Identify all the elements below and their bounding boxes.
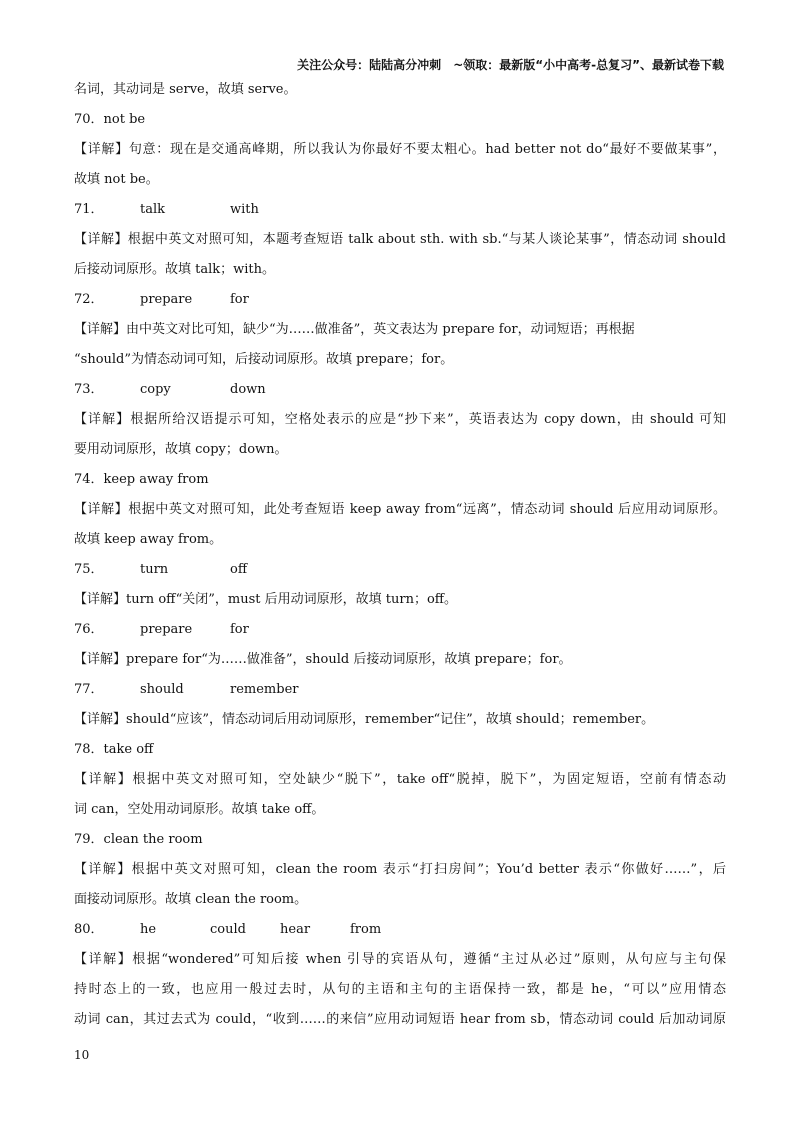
text-line: 【详解】句意：现在是交通高峰期，所以我认为你最好不要太粗心。had better not do“最好不要做某事”，	[74, 142, 726, 157]
answer-word: copy	[140, 382, 171, 397]
text-line: 【详解】根据中英文对照可知，本题考查短语 talk about sth. with sb.“与某人谈论某事”，情态动词 should	[74, 232, 726, 247]
text-line: 【详解】should“应该”，情态动词后用动词原形，remember“记住”，故填 should；remember。	[74, 712, 655, 727]
answer-line	[74, 675, 726, 705]
answer-word: should	[140, 682, 184, 697]
text-line: 要用动词原形，故填 copy；down。	[74, 442, 288, 457]
text-line: 78．take off	[74, 742, 154, 757]
text-line: 后接动词原形。故填 talk；with。	[74, 262, 276, 277]
header-right-text: ~领取：最新版“小中高考-总复习”、最新试卷下载	[453, 58, 724, 72]
answer-word: prepare	[140, 622, 193, 637]
page-header	[297, 56, 724, 73]
answer-word: talk	[140, 202, 166, 217]
answer-line	[74, 375, 726, 405]
answer-word: off	[230, 562, 248, 577]
text-line: 持时态上的一致，也应用一般过去时，从句的主语和主句的主语保持一致，都是 he，“可以”应用情态	[74, 982, 726, 997]
answer-word: down	[230, 382, 266, 397]
answer-line	[74, 915, 726, 945]
question-number: 76．	[74, 622, 104, 637]
text-line: 面接动词原形。故填 clean the room。	[74, 892, 308, 907]
answer-line	[74, 195, 726, 225]
answer-content	[74, 75, 726, 1035]
answer-word: hear	[280, 922, 311, 937]
header-left-text: 关注公众号：陆陆高分冲刺	[297, 58, 442, 72]
text-line: “should”为情态动词可知，后接动词原形。故填 prepare；for。	[74, 352, 454, 367]
text-line: 词 can，空处用动词原形。故填 take off。	[74, 802, 325, 817]
text-line: 【详解】根据所给汉语提示可知，空格处表示的应是“抄下来”，英语表达为 copy down，由 should 可知	[74, 412, 726, 427]
page-number: 10	[74, 1048, 90, 1062]
text-line: 【详解】根据“wondered”可知后接 when 引导的宾语从句，遵循“主过从必过”原则，从句应与主句保	[74, 952, 726, 967]
answer-word: remember	[230, 682, 299, 697]
answer-line	[74, 555, 726, 585]
text-line: 【详解】根据中英文对照可知，此处考查短语 keep away from“远离”，情态动词 should 后应用动词原形。	[74, 502, 726, 517]
text-line: 【详解】turn off“关闭”，must 后用动词原形，故填 turn；off。	[74, 592, 458, 607]
text-line: 70．not be	[74, 112, 146, 127]
question-number: 71．	[74, 202, 104, 217]
text-line: 名词，其动词是 serve，故填 serve。	[74, 82, 297, 97]
question-number: 72．	[74, 292, 104, 307]
answer-line	[74, 285, 726, 315]
answer-word: could	[210, 922, 246, 937]
question-number: 75．	[74, 562, 104, 577]
text-line: 动词 can，其过去式为 could，“收到……的来信”应用动词短语 hear from sb，情态动词 could 后加动词原	[74, 1012, 726, 1027]
answer-word: for	[230, 622, 249, 637]
question-number: 77．	[74, 682, 104, 697]
text-line: 74．keep away from	[74, 472, 209, 487]
text-line: 故填 keep away from。	[74, 532, 223, 547]
answer-word: he	[140, 922, 157, 937]
text-line: 【详解】prepare for“为……做准备”，should 后接动词原形，故填 prepare；for。	[74, 652, 572, 667]
answer-word: from	[350, 922, 382, 937]
text-line: 【详解】由中英文对比可知，缺少“为……做准备”，英文表达为 prepare for，动词短语；再根据	[74, 322, 635, 337]
text-line: 79．clean the room	[74, 832, 203, 847]
answer-word: turn	[140, 562, 169, 577]
answer-word: prepare	[140, 292, 193, 307]
question-number: 80．	[74, 922, 104, 937]
text-line: 【详解】根据中英文对照可知，空处缺少“脱下”，take off“脱掉，脱下”，为固定短语，空前有情态动	[74, 772, 726, 787]
answer-word: with	[230, 202, 259, 217]
answer-word: for	[230, 292, 249, 307]
text-line: 【详解】根据中英文对照可知，clean the room 表示“打扫房间”；You’d better 表示“你做好……”，后	[74, 862, 726, 877]
answer-line	[74, 615, 726, 645]
question-number: 73．	[74, 382, 104, 397]
text-line: 故填 not be。	[74, 172, 159, 187]
